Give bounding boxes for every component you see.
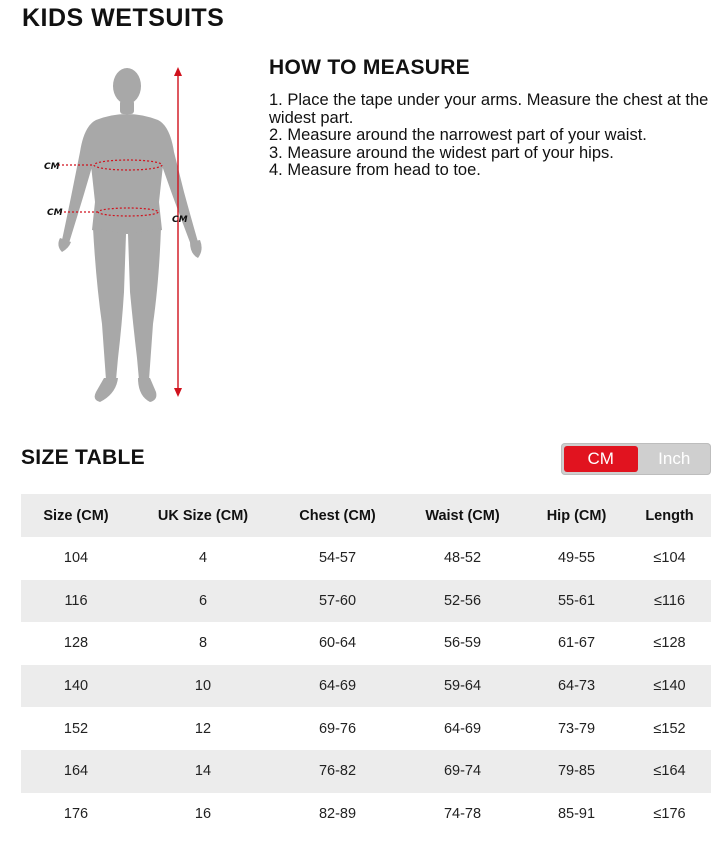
measure-step-3: 3. Measure around the widest part of your hips. [269, 143, 614, 162]
cell-size: 152 [63, 720, 89, 737]
table-row [21, 665, 711, 708]
table-row [21, 580, 711, 623]
cell-uk-size: 12 [194, 720, 212, 737]
table-header-row [21, 494, 711, 537]
unit-cm-button[interactable]: CM [564, 446, 638, 472]
height-arrow-bottom-icon [174, 388, 182, 397]
cell-length: ≤176 [653, 805, 686, 822]
header-hip: Hip (CM) [525, 494, 628, 537]
cell-uk-size: 14 [131, 750, 275, 793]
cell-waist: 59-64 [400, 665, 525, 708]
cell-chest: 82-89 [318, 805, 357, 822]
cell-uk-size: 10 [131, 665, 275, 708]
cell-hip: 64-73 [525, 665, 628, 708]
cell-size: 164 [21, 750, 131, 793]
cell-chest: 54-57 [318, 550, 357, 567]
how-to-measure-title: HOW TO MEASURE [269, 56, 470, 79]
cell-uk-size: 4 [198, 550, 208, 567]
table-row [21, 622, 711, 665]
cell-length: ≤164 [628, 750, 711, 793]
table-row [21, 750, 711, 793]
measure-step-4: 4. Measure from head to toe. [269, 161, 481, 179]
cell-length: ≤116 [628, 580, 711, 623]
cell-size: 176 [63, 805, 89, 822]
table-row [21, 537, 711, 580]
header-length: Length [628, 494, 711, 537]
header-waist: Waist (CM) [400, 494, 525, 537]
cell-chest: 76-82 [275, 750, 400, 793]
cell-hip: 49-55 [557, 550, 596, 567]
cell-length: ≤104 [653, 550, 686, 567]
unit-inch-button[interactable]: Inch [658, 449, 691, 468]
height-cm-label: CM [172, 215, 188, 225]
header-size: Size (CM) [21, 494, 131, 537]
cell-hip: 55-61 [525, 580, 628, 623]
cell-chest: 60-64 [318, 635, 357, 652]
page-title: KIDS WETSUITS [22, 4, 225, 32]
cell-uk-size: 6 [131, 580, 275, 623]
cell-chest: 64-69 [275, 665, 400, 708]
waist-cm-label: CM [47, 208, 63, 218]
chest-cm-label: CM [44, 162, 60, 172]
unit-toggle [561, 443, 711, 475]
size-table-title: SIZE TABLE [21, 446, 145, 469]
header-uk-size: UK Size (CM) [131, 494, 275, 537]
cell-chest: 69-76 [318, 720, 357, 737]
body-silhouette [58, 68, 201, 402]
body-measurement-figure [38, 62, 228, 412]
size-table [21, 494, 711, 835]
table-row [21, 707, 711, 750]
cell-uk-size: 16 [194, 805, 212, 822]
cell-size: 104 [63, 550, 89, 567]
header-chest: Chest (CM) [275, 494, 400, 537]
measure-step-2: 2. Measure around the narrowest part of your waist. [269, 126, 647, 144]
cell-length: ≤140 [628, 665, 711, 708]
cell-size: 116 [21, 580, 131, 623]
cell-waist: 48-52 [443, 550, 482, 567]
cell-waist: 74-78 [443, 805, 482, 822]
cell-length: ≤128 [653, 635, 686, 652]
cell-size: 128 [63, 635, 89, 652]
cell-hip: 79-85 [525, 750, 628, 793]
cell-chest: 57-60 [275, 580, 400, 623]
how-to-measure-steps [269, 92, 709, 180]
cell-length: ≤152 [653, 720, 686, 737]
cell-size: 140 [21, 665, 131, 708]
height-arrow-top-icon [174, 67, 182, 76]
cell-waist: 52-56 [400, 580, 525, 623]
cell-uk-size: 8 [198, 635, 208, 652]
body-silhouette-illustration [38, 62, 228, 412]
cell-hip: 85-91 [557, 805, 596, 822]
cell-waist: 56-59 [443, 635, 482, 652]
cell-hip: 73-79 [557, 720, 596, 737]
measure-step-1: 1. Place the tape under your arms. Measure the chest at the widest part. [269, 91, 709, 127]
table-row [21, 793, 711, 836]
cell-waist: 64-69 [443, 720, 482, 737]
cell-hip: 61-67 [557, 635, 596, 652]
cell-waist: 69-74 [400, 750, 525, 793]
